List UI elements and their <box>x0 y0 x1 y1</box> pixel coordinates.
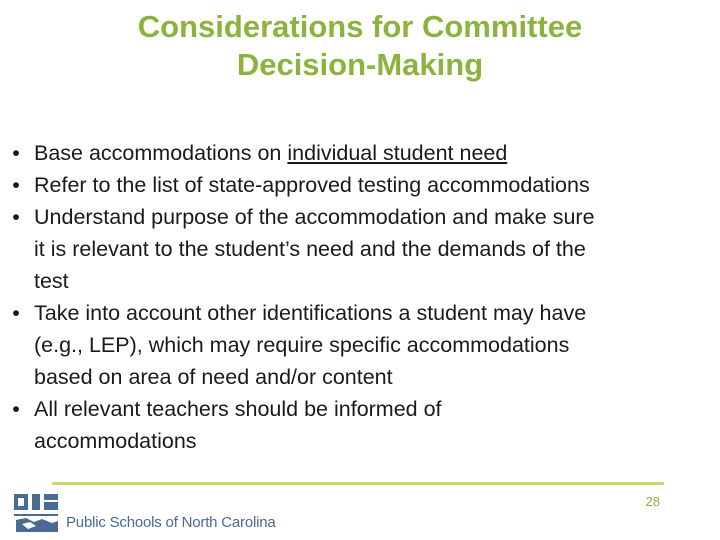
title-line-1: Considerations for Committee <box>137 9 583 44</box>
bullet-item <box>6 393 706 457</box>
bullet-marker: • <box>12 173 20 197</box>
bullet-marker: • <box>12 301 20 325</box>
bullet-item <box>6 137 706 169</box>
bullet-item <box>6 201 706 297</box>
bullet-marker: • <box>12 397 20 421</box>
dpi-logo-icon <box>12 492 64 534</box>
bullet-line: All relevant teachers should be informed of <box>34 397 442 421</box>
bullet-line: Understand purpose of the accommodation and make sure <box>34 205 595 229</box>
bullet-line: (e.g., LEP), which may require specific accommodations <box>34 333 570 357</box>
bullet-line: test <box>34 269 69 293</box>
bullet-marker: • <box>12 141 20 165</box>
bullet-line: based on area of need and/or content <box>34 365 393 389</box>
organization-name: Public Schools of North Carolina <box>66 514 276 531</box>
bullet-line: it is relevant to the student’s need and the demands of the <box>34 237 586 261</box>
underlined-phrase: individual student need <box>287 141 508 165</box>
bullet-text: Refer to the list of state-approved testing accommodations <box>34 173 590 197</box>
bullet-item <box>6 169 706 201</box>
bullet-line: Take into account other identifications a student may have <box>34 301 587 325</box>
bullet-list <box>6 137 706 457</box>
bullet-text: Base accommodations on <box>34 141 288 165</box>
title-line-2: Decision-Making <box>236 47 484 82</box>
slide-title <box>0 8 720 84</box>
footer-divider <box>52 482 664 485</box>
page-number: 28 <box>645 494 660 509</box>
bullet-marker: • <box>12 205 20 229</box>
bullet-line: accommodations <box>34 429 197 453</box>
bullet-item <box>6 297 706 393</box>
